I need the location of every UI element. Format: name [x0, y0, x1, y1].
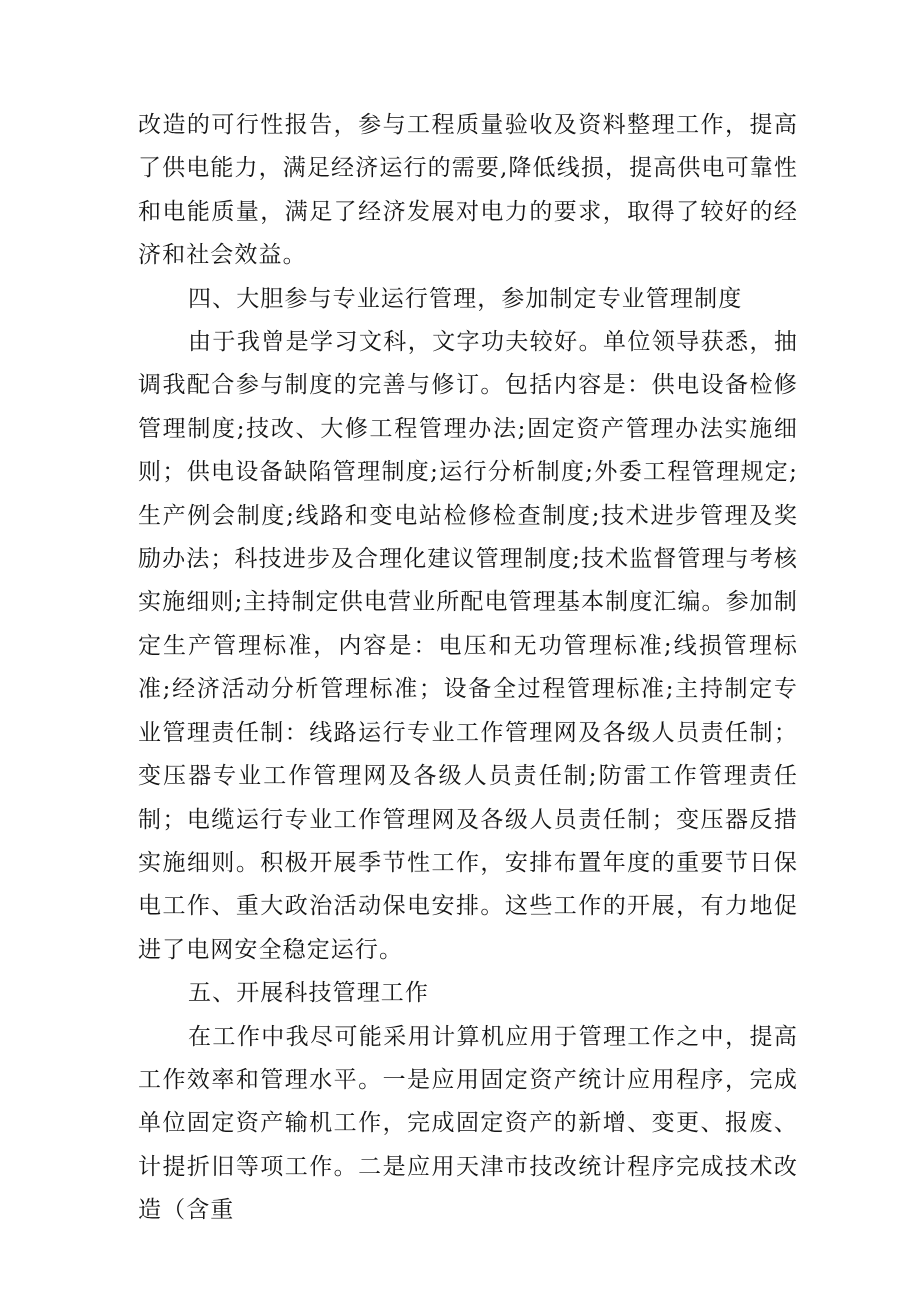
document-body: [138, 104, 798, 1233]
section-heading-five: 五、开展科技管理工作: [188, 980, 429, 1007]
paragraph-section-four-body: 由于我曾是学习文科，文字功夫较好。单位领导获悉，抽调我配合参与制度的完善与修订。包括内容是：供电设备检修管理制度;技改、大修工程管理办法;固定资产管理办法实施细则；供电设备缺陷管理制度;运行分析制度;外委工程管理规定;生产例会制度;线路和变电站检修检查制度;技术进步管理及奖励办法；科技进步及合理化建议管理制度;技术监督管理与考核实施细则;主持制定供电营业所配电管理基本制度汇编。参加制定生产管理标准，内容是：电压和无功管理标准;线损管理标准;经济活动分析管理标准；设备全过程管理标准;主持制定专业管理责任制：线路运行专业工作管理网及各级人员责任制；变压器专业工作管理网及各级人员责任制;防雷工作管理责任制；电缆运行专业工作管理网及各级人员责任制；变压器反措实施细则。积极开展季节性工作，安排布置年度的重要节日保电工作、重大政治活动保电安排。这些工作的开展，有力地促进了电网安全稳定运行。: [138, 329, 798, 963]
paragraph-section-five-body: 在工作中我尽可能采用计算机应用于管理工作之中，提高工作效率和管理水平。一是应用固定资产统计应用程序，完成单位固定资产输机工作，完成固定资产的新增、变更、报废、计提折旧等项工作。二是应用天津市技改统计程序完成技术改造（含重: [138, 1023, 798, 1224]
section-heading-four: 四、大胆参与专业运行管理，参加制定专业管理制度: [188, 285, 743, 312]
paragraph-intro-continued: 改造的可行性报告，参与工程质量验收及资料整理工作，提高了供电能力，满足经济运行的需要,降低线损，提高供电可靠性和电能质量，满足了经济发展对电力的要求，取得了较好的经济和社会效益。: [138, 112, 798, 269]
